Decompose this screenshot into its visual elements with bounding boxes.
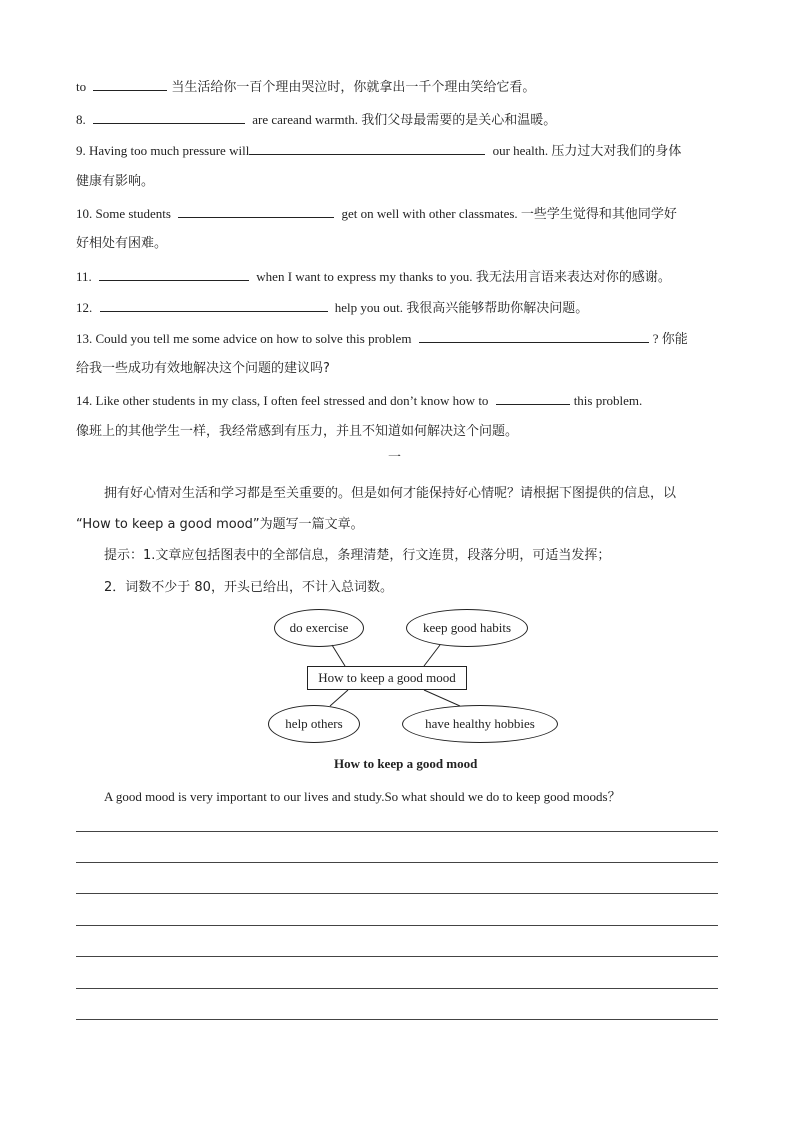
writing-line-5[interactable]	[76, 956, 718, 957]
writing-line-3[interactable]	[76, 893, 718, 894]
item-12-number: 12.	[76, 300, 93, 315]
item-10-text-b: get on well with other classmates.	[341, 206, 518, 221]
item-11-translation: 我无法用言语来表达对你的感谢。	[475, 270, 671, 285]
node-do-exercise: do exercise	[274, 609, 364, 647]
connector-help-others	[330, 690, 348, 706]
item-11-text: when I want to express my thanks to you.	[256, 269, 473, 284]
item-14-text-a: 14. Like other students in my class, I often feel stressed and don’t know how to	[76, 393, 489, 408]
item-8-text: are careand warmth.	[252, 112, 358, 127]
item-9-text-b: our health.	[492, 143, 549, 158]
item-9-text-a: 9. Having too much pressure will	[76, 143, 250, 158]
diagram-caption: How to keep a good mood	[334, 756, 478, 771]
writing-line-6[interactable]	[76, 988, 718, 989]
item-12-translation: 我很高兴能够帮助你解决问题。	[406, 301, 589, 316]
item-14-text-b: this problem.	[573, 393, 643, 408]
section-number: 一	[388, 450, 402, 465]
node-keep-good-habits: keep good habits	[406, 609, 528, 647]
item-7-translation: 当生活给你一百个理由哭泣时，你就拿出一千个理由笑给它看。	[171, 80, 536, 95]
task-intro-2: “How to keep a good mood”为题写一篇文章。	[76, 517, 364, 532]
task-tip-2: 2．词数不少于 80，开头已给出，不计入总词数。	[104, 580, 393, 595]
node-have-healthy-hobbies: have healthy hobbies	[402, 705, 558, 743]
connector-keep-good-habits	[424, 645, 440, 666]
item-14-translation: 像班上的其他学生一样，我经常感到有压力，并且不知道如何解决这个问题。	[76, 424, 519, 439]
node-help-others: help others	[268, 705, 360, 743]
writing-line-4[interactable]	[76, 925, 718, 926]
diagram-center: How to keep a good mood	[307, 666, 467, 690]
item-8-translation: 我们父母最需要的是关心和温暖。	[361, 113, 557, 128]
essay-opening: A good mood is very important to our lives and study.So what should we do to keep good moods？	[104, 789, 621, 804]
connector-have-healthy-hobbies	[424, 690, 460, 706]
writing-line-1[interactable]	[76, 831, 718, 832]
item-10-text-a: 10. Some students	[76, 206, 171, 221]
item-13-question-mark: ?	[652, 331, 659, 346]
task-tip-1: 提示：1.文章应包括图表中的全部信息，条理清楚，行文连贯，段落分明，可适当发挥；	[104, 548, 611, 563]
connector-do-exercise	[332, 645, 345, 666]
item-8-number: 8.	[76, 112, 86, 127]
item-10-translation-b: 好相处有困难。	[76, 236, 168, 251]
item-13-text: 13. Could you tell me some advice on how to solve this problem	[76, 331, 412, 346]
writing-line-2[interactable]	[76, 862, 718, 863]
item-7-prefix: to	[76, 79, 87, 94]
item-11-number: 11.	[76, 269, 92, 284]
item-9-translation-a: 压力过大对我们的身体	[551, 144, 682, 159]
item-10-translation-a: 一些学生觉得和其他同学好	[520, 207, 677, 222]
writing-line-7[interactable]	[76, 1019, 718, 1020]
item-13-translation-a: 你能	[661, 332, 688, 347]
item-12-text: help you out.	[334, 300, 403, 315]
item-13-translation-b: 给我一些成功有效地解决这个问题的建议吗?	[76, 361, 330, 376]
item-9-translation-b: 健康有影响。	[76, 174, 155, 189]
task-intro-1: 拥有好心情对生活和学习都是至关重要的。但是如何才能保持好心情呢？请根据下图提供的信息，以	[104, 486, 677, 501]
